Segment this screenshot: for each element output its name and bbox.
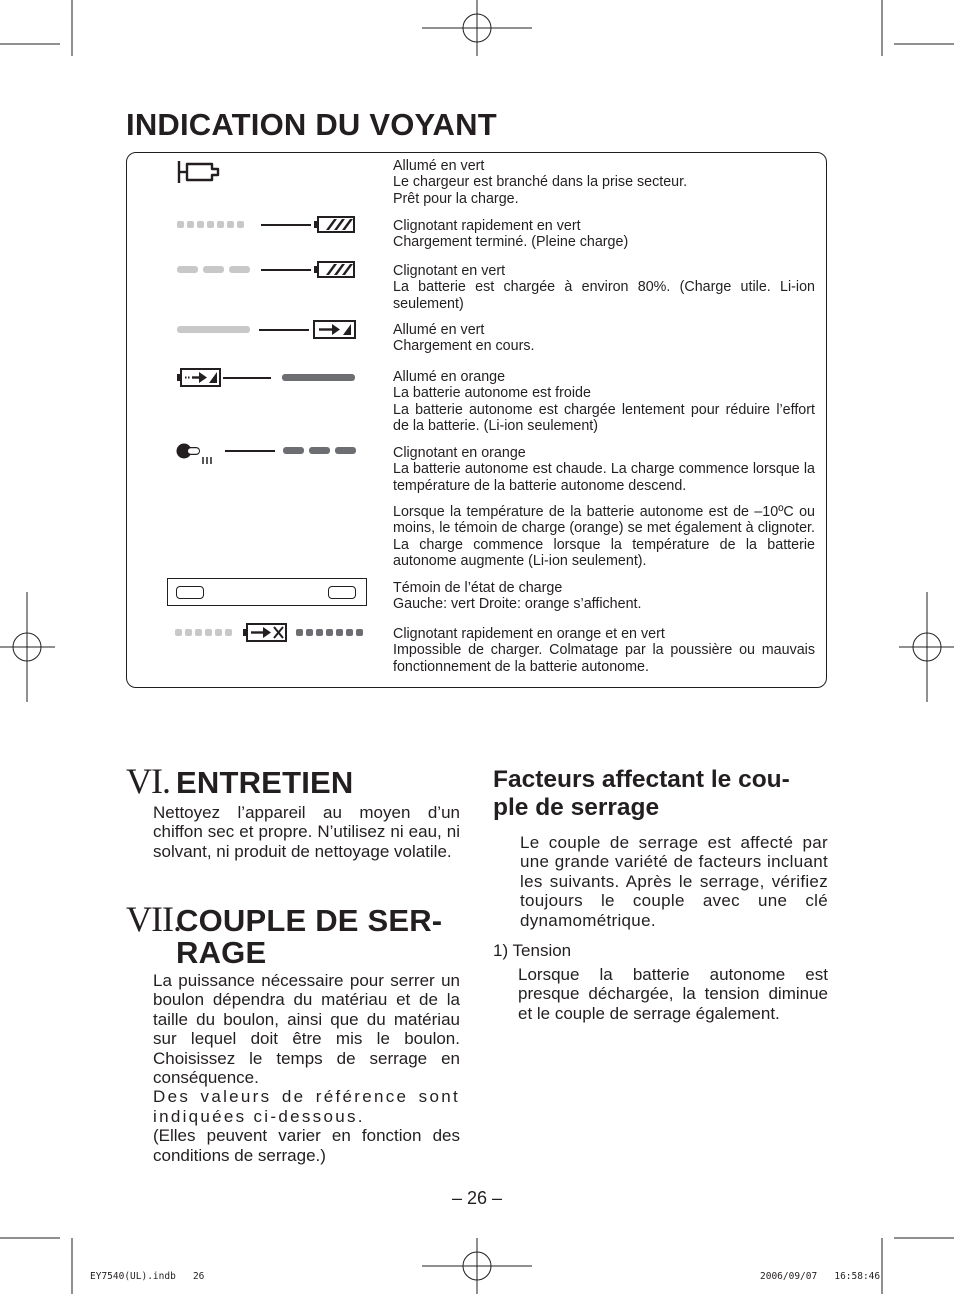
row-description: Allumé en orange La batterie autonome est froide La batterie autonome est chargée lentement pour réduire l’effort de la batterie. (Li-ion seulement) (393, 369, 815, 434)
row-description: Clignotant en orange La batterie autonome est chaude. La charge commence lorsque la température de la batterie autonome descend. (393, 445, 815, 494)
connector-line (259, 329, 309, 331)
section-title: ENTRETIEN (176, 765, 354, 800)
connector-line (261, 269, 311, 271)
facteurs-intro: Le couple de serrage est affecté par une grande variété de facteurs incluant les suivants. Après le serrage, vérifiez toujours le couple avec une clé dynamométrique. (520, 833, 828, 930)
led-pattern-fast-blink-orange (296, 629, 366, 636)
row-description: Clignotant en vert La batterie est chargée à environ 80%. (Charge utile. Li-ion seulement) (393, 263, 815, 312)
battery-full-icon (313, 260, 357, 280)
print-slug-date: 2006/09/07 16:58:46 (760, 1271, 881, 1282)
charge-gauge-icon (167, 578, 367, 606)
facteurs-item-label: 1) Tension (493, 941, 572, 960)
row-description: Clignotant rapidement en orange et en vert Impossible de charger. Colmatage par la poussière ou mauvais fonctionnement de la batterie autonome. (393, 626, 815, 675)
section-heading-entretien (126, 761, 354, 801)
row-description: Allumé en vert Chargement en cours. (393, 322, 535, 355)
section-numeral: VII. (126, 899, 181, 939)
subsection-heading: Facteurs affectant le cou- ple de serrage (493, 766, 790, 821)
section-title-continued: RAGE (176, 935, 267, 970)
led-pattern-steady-orange (282, 374, 355, 381)
page-title: INDICATION DU VOYANT (126, 107, 497, 142)
print-slug-file: EY7540(UL).indb 26 (90, 1271, 205, 1282)
led-pattern-blink-orange (283, 447, 356, 454)
battery-cold-icon (177, 367, 223, 389)
row-description: Témoin de l’état de charge Gauche: vert Droite: orange s’affichent. (393, 580, 642, 613)
led-pattern-blink (177, 266, 250, 273)
led-pattern-fast-blink (175, 629, 235, 636)
gauge-led-left (176, 586, 204, 599)
row-description: Lorsque la température de la batterie autonome est de –10ºC ou moins, le témoin de charge (orange) se met également à clignoter. La charge commence lorsque la température de la batterie autonome augmente (Li-ion seulement). (393, 504, 815, 569)
battery-charging-icon (312, 319, 358, 341)
facteurs-item-body: Lorsque la batterie autonome est presque déchargée, la tension diminue et le couple de serrage également. (518, 965, 828, 1023)
section-title: COUPLE DE SER- (176, 903, 443, 938)
power-plug-icon (176, 158, 224, 186)
connector-line (225, 450, 275, 452)
battery-error-icon (243, 622, 289, 644)
entretien-body: Nettoyez l’appareil au moyen d’un chiffon sec et propre. N’utilisez ni eau, ni solvant, ni produit de nettoyage volatile. (153, 803, 460, 861)
row-description: Clignotant rapidement en vert Chargement terminé. (Pleine charge) (393, 218, 629, 251)
couple-body: La puissance nécessaire pour serrer un boulon dépendra du matériau et de la taille du boulon, ainsi que du matériau sur lequel doit être mis le boulon. Choisissez le temps de serrage en conséquence. Des valeurs de référence sont indiquées ci-dessous. (Elles peuvent varier en fonction des conditions de serrage.) (153, 971, 460, 1165)
page-number: – 26 – (451, 1188, 503, 1208)
led-pattern-steady-green (177, 326, 250, 333)
row-description: Allumé en vert Le chargeur est branché dans la prise secteur. Prêt pour la charge. (393, 158, 688, 207)
connector-line (223, 377, 271, 379)
connector-line (261, 224, 311, 226)
battery-full-icon (313, 215, 357, 235)
led-pattern-fast-blink (177, 221, 247, 228)
thermometer-icon (176, 440, 224, 466)
section-numeral: VI. (126, 761, 170, 801)
section-heading-couple (126, 899, 443, 939)
gauge-led-right (328, 586, 356, 599)
